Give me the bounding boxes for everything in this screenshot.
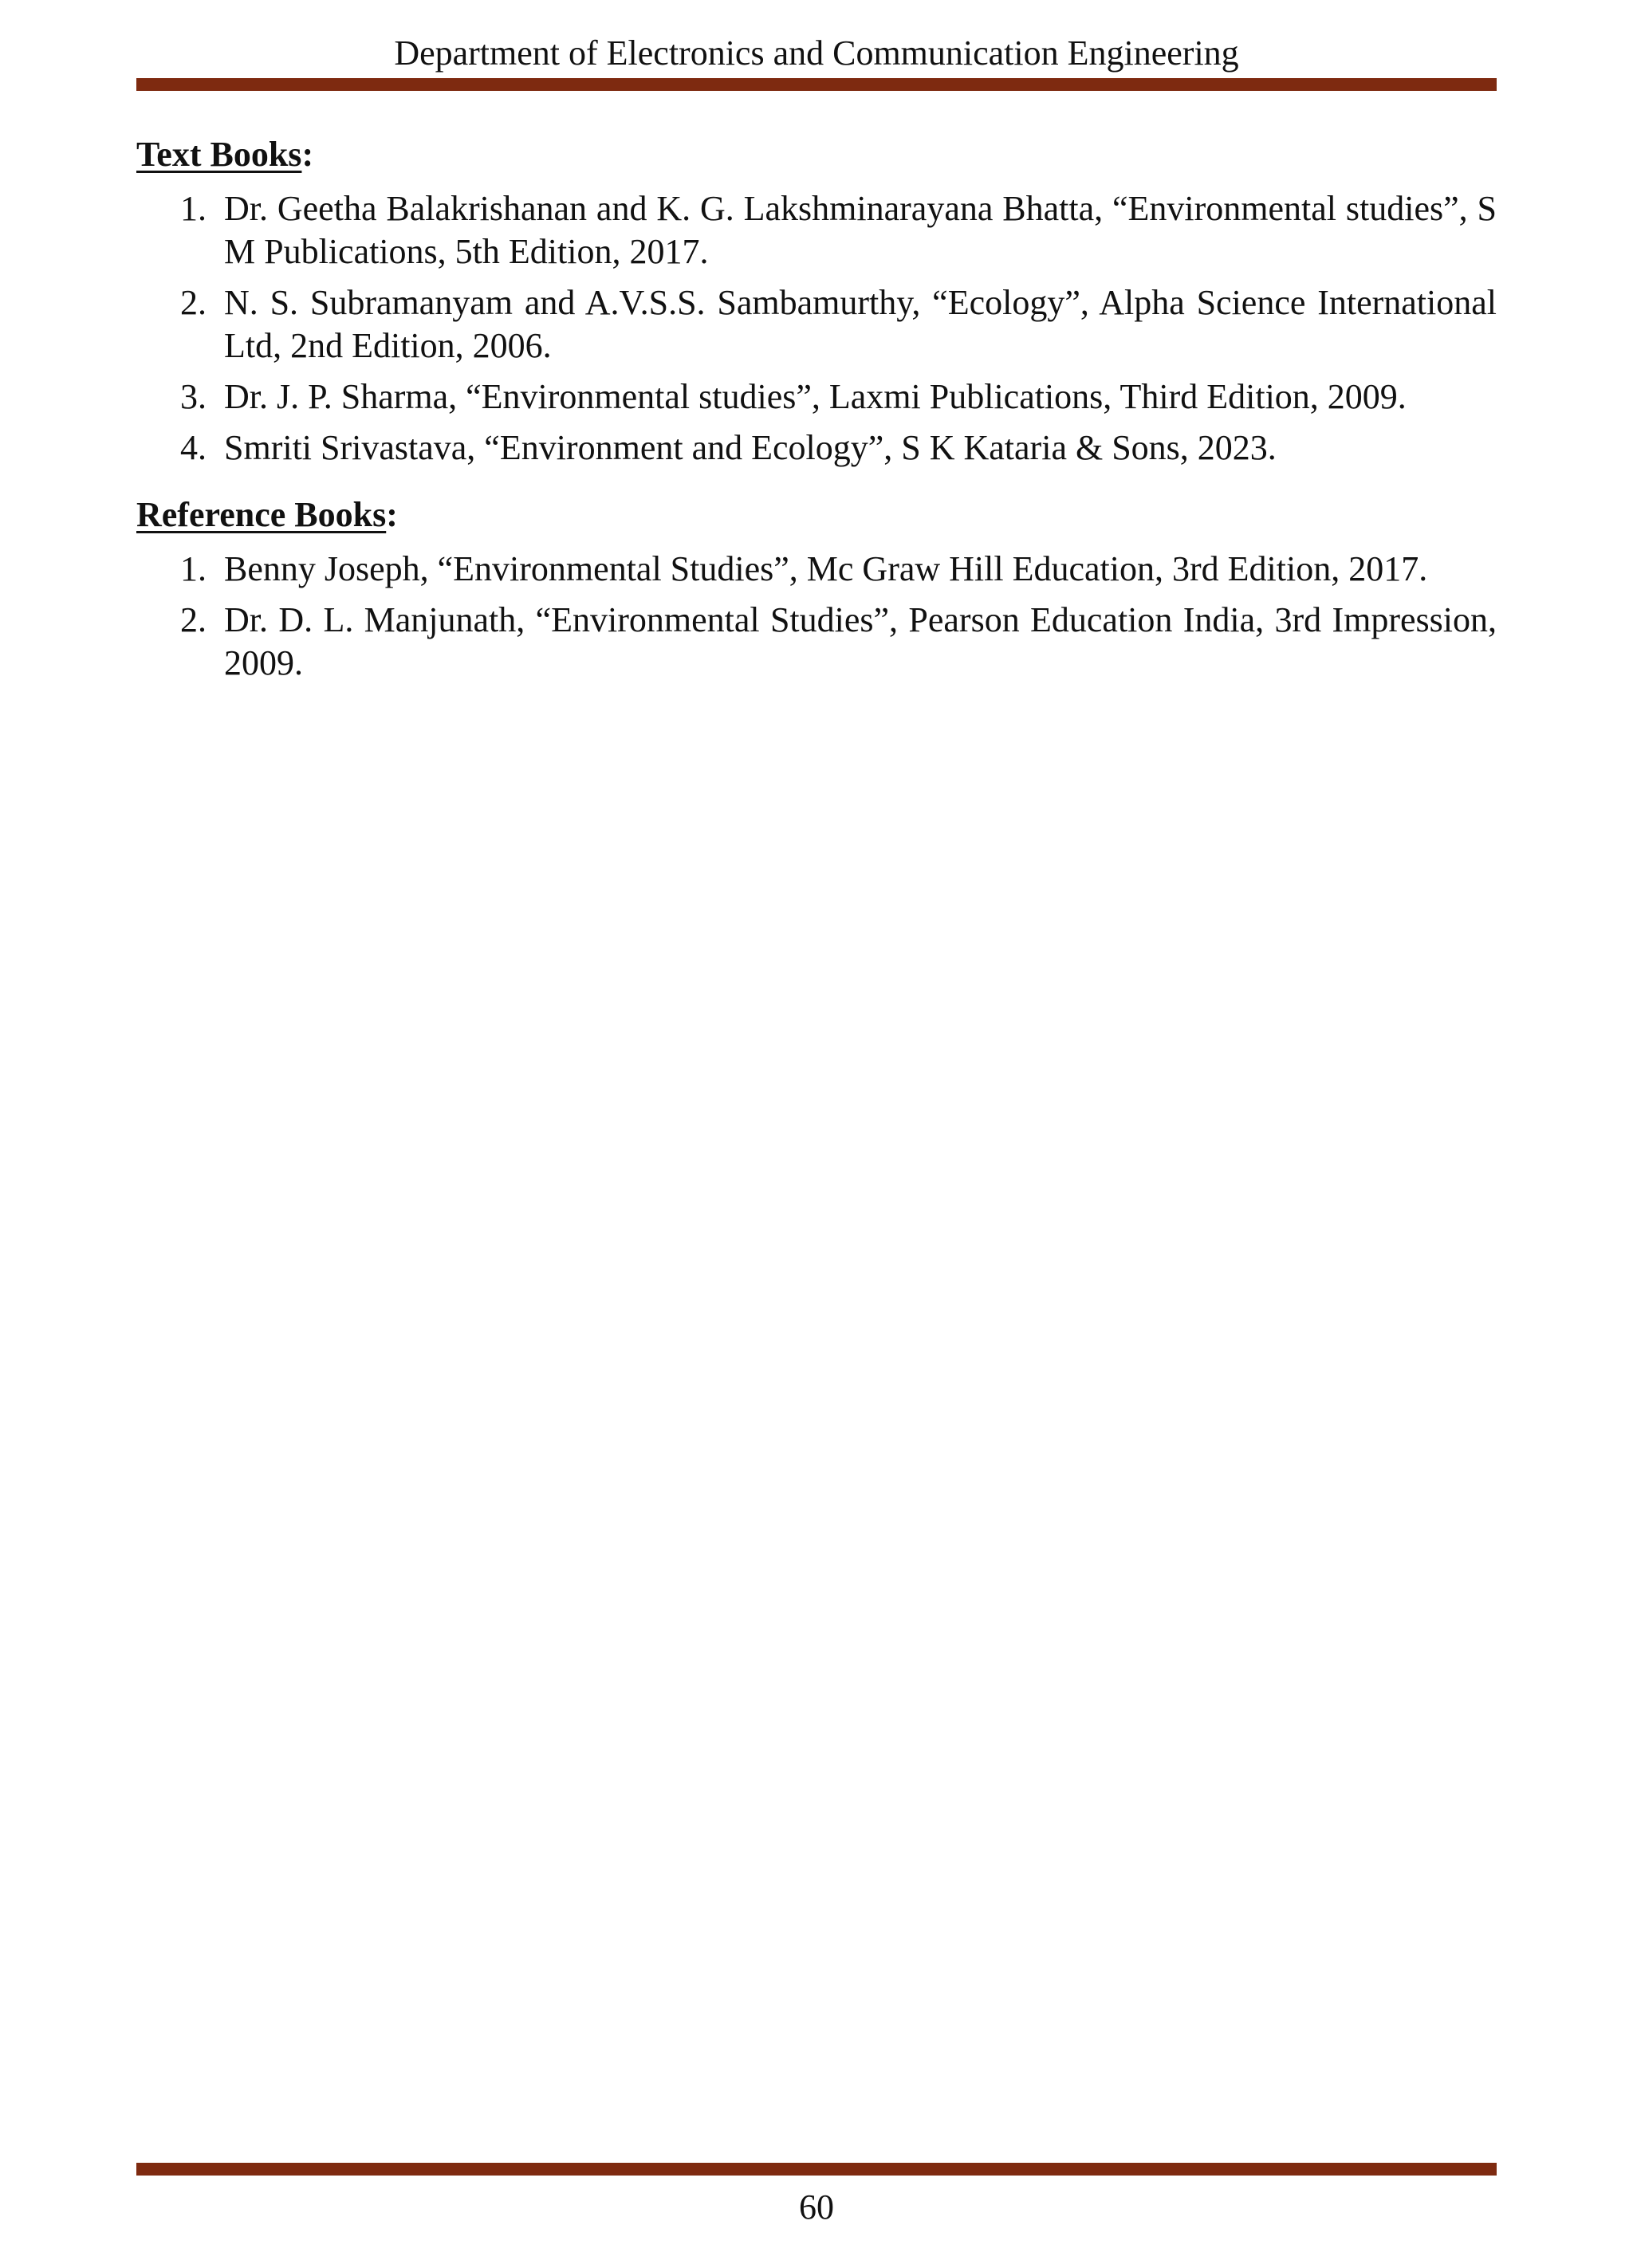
list-item-number: 4.: [180, 428, 207, 467]
page-number: 60: [799, 2187, 834, 2227]
list-item: [136, 187, 1497, 273]
footer-rule: [136, 2163, 1497, 2176]
list-item-number: 1.: [180, 549, 207, 588]
list-item-number: 3.: [180, 377, 207, 416]
list-item: [136, 599, 1497, 685]
list-item: [136, 281, 1497, 368]
list-item-text: Dr. D. L. Manjunath, “Environmental Studies”, Pearson Education India, 3rd Impression, 2009.: [224, 600, 1497, 682]
list-item-text: Dr. Geetha Balakrishanan and K. G. Lakshminarayana Bhatta, “Environmental studies”, S M Publications, 5th Edition, 2017.: [224, 189, 1497, 271]
list-item-text: Dr. J. P. Sharma, “Environmental studies”, Laxmi Publications, Third Edition, 2009.: [224, 377, 1407, 416]
list-item-text: Benny Joseph, “Environmental Studies”, Mc Graw Hill Education, 3rd Edition, 2017.: [224, 549, 1428, 588]
section-spacer: [136, 470, 1497, 490]
list-item: [136, 426, 1497, 470]
list-item: [136, 548, 1497, 591]
reference-books-heading-colon: :: [386, 495, 398, 534]
text-books-heading-label: Text Books: [136, 135, 302, 174]
header-rule: [136, 78, 1497, 91]
list-item-number: 2.: [180, 283, 207, 322]
text-books-heading-colon: :: [301, 135, 314, 174]
page-header-department: Department of Electronics and Communication Engineering: [394, 33, 1239, 73]
reference-books-heading-label: Reference Books: [136, 495, 387, 534]
page-content: [136, 130, 1497, 685]
reference-books-heading: [136, 490, 1497, 540]
list-item-number: 1.: [180, 189, 207, 228]
list-item: [136, 375, 1497, 419]
reference-books-list: [136, 548, 1497, 685]
list-item-number: 2.: [180, 600, 207, 639]
text-books-list: [136, 187, 1497, 470]
list-item-text: Smriti Srivastava, “Environment and Ecology”, S K Kataria & Sons, 2023.: [224, 428, 1277, 467]
text-books-heading: [136, 130, 1497, 179]
list-item-text: N. S. Subramanyam and A.V.S.S. Sambamurthy, “Ecology”, Alpha Science International Ltd, 2nd Edition, 2006.: [224, 283, 1497, 365]
